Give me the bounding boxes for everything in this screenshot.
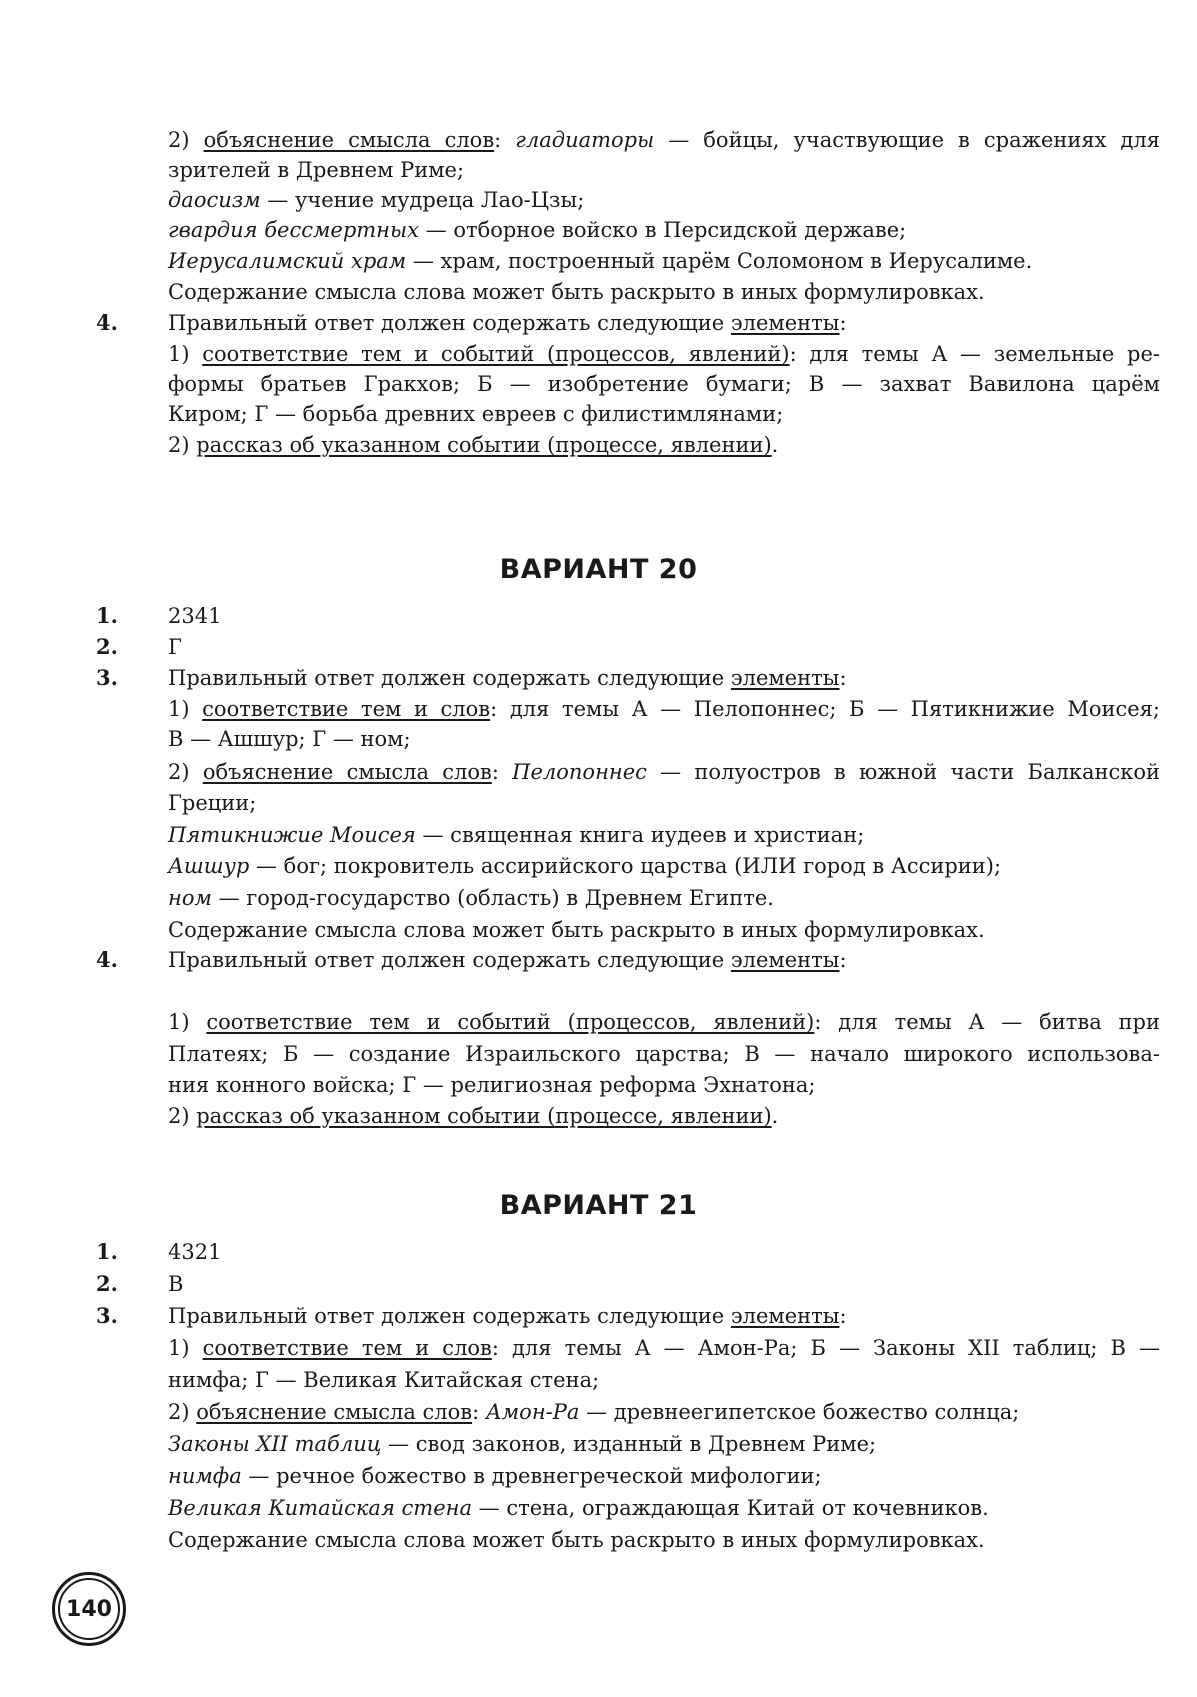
text-line: Правильный ответ должен содержать следующие элементы: bbox=[168, 311, 847, 335]
text-line: Киром; Г — борьба древних евреев с филистимлянами; bbox=[168, 402, 784, 426]
text-line: Греции; bbox=[168, 791, 257, 815]
text-line: 1) соответствие тем и событий (процессов, явлений): для темы А — битва при bbox=[168, 1010, 1160, 1034]
text-line: Великая Китайская стена — стена, ограждающая Китай от кочевников. bbox=[168, 1496, 989, 1520]
text-line: ном — город-государство (область) в Древнем Египте. bbox=[168, 886, 774, 910]
text-line: 1) соответствие тем и событий (процессов, явлений): для темы А — земельные ре- bbox=[168, 342, 1160, 366]
text-line: 1) соответствие тем и слов: для темы А — Пелопоннес; Б — Пятикнижие Моисея; bbox=[168, 697, 1160, 721]
text-line: нимфа; Г — Великая Китайская стена; bbox=[168, 1368, 600, 1392]
variant-heading: ВАРИАНТ 21 bbox=[499, 1190, 698, 1221]
page-number: 140 bbox=[58, 1578, 120, 1640]
question-number: 4. bbox=[96, 310, 118, 335]
text-line: Иерусалимский храм — храм, построенный царём Соломоном в Иерусалиме. bbox=[168, 249, 1033, 273]
question-number: 2. bbox=[96, 1271, 118, 1296]
text-line: Содержание смысла слова может быть раскрыто в иных формулировках. bbox=[168, 1528, 985, 1552]
answer-text: В bbox=[168, 1272, 184, 1296]
variant-heading: ВАРИАНТ 20 bbox=[499, 554, 698, 585]
question-number: 4. bbox=[96, 947, 118, 972]
text-line: В — Ашшур; Г — ном; bbox=[168, 727, 411, 751]
text-line: Платеях; Б — создание Израильского царства; В — начало широкого использова- bbox=[168, 1042, 1160, 1066]
text-line: гвардия бессмертных — отборное войско в Персидской державе; bbox=[168, 218, 907, 242]
question-number: 3. bbox=[96, 1303, 118, 1328]
text-line: Пятикнижие Моисея — священная книга иудеев и христиан; bbox=[168, 823, 865, 847]
text-line: 2) объяснение смысла слов: гладиаторы — бойцы, участвующие в сражениях для bbox=[168, 128, 1161, 152]
answer-text: 2341 bbox=[168, 604, 222, 628]
text-line: Правильный ответ должен содержать следующие элементы: bbox=[168, 948, 847, 972]
text-line: Содержание смысла слова может быть раскрыто в иных формулировках. bbox=[168, 280, 985, 304]
answer-text: Г bbox=[168, 635, 182, 659]
text-line: 2) рассказ об указанном событии (процессе, явлении). bbox=[168, 433, 779, 457]
text-line: 2) объяснение смысла слов: Амон-Ра — древнеегипетское божество солнца; bbox=[168, 1400, 1020, 1424]
question-number: 1. bbox=[96, 603, 118, 628]
text-line: формы братьев Гракхов; Б — изобретение бумаги; В — захват Вавилона царём bbox=[168, 372, 1160, 396]
text-line: Правильный ответ должен содержать следующие элементы: bbox=[168, 666, 847, 690]
text-line: ния конного войска; Г — религиозная реформа Эхнатона; bbox=[168, 1073, 816, 1097]
text-line: даосизм — учение мудреца Лао-Цзы; bbox=[168, 188, 585, 212]
text-line: 1) соответствие тем и слов: для темы А — Амон-Ра; Б — Законы XII таблиц; В — bbox=[168, 1336, 1160, 1360]
text-line: 2) рассказ об указанном событии (процессе, явлении). bbox=[168, 1104, 779, 1128]
text-line: Ашшур — бог; покровитель ассирийского царства (ИЛИ город в Ассирии); bbox=[168, 854, 1002, 878]
question-number: 3. bbox=[96, 665, 118, 690]
text-line: зрителей в Древнем Риме; bbox=[168, 158, 465, 182]
text-line: Правильный ответ должен содержать следующие элементы: bbox=[168, 1304, 847, 1328]
text-line: Содержание смысла слова может быть раскрыто в иных формулировках. bbox=[168, 918, 985, 942]
answer-text: 4321 bbox=[168, 1240, 222, 1264]
text-line: нимфа — речное божество в древнегреческой мифологии; bbox=[168, 1464, 822, 1488]
text-line: Законы XII таблиц — свод законов, изданный в Древнем Риме; bbox=[168, 1432, 877, 1456]
question-number: 1. bbox=[96, 1239, 118, 1264]
text-line: 2) объяснение смысла слов: Пелопоннес — полуостров в южной части Балканской bbox=[168, 760, 1160, 784]
question-number: 2. bbox=[96, 634, 118, 659]
page-number-badge bbox=[52, 1572, 126, 1646]
